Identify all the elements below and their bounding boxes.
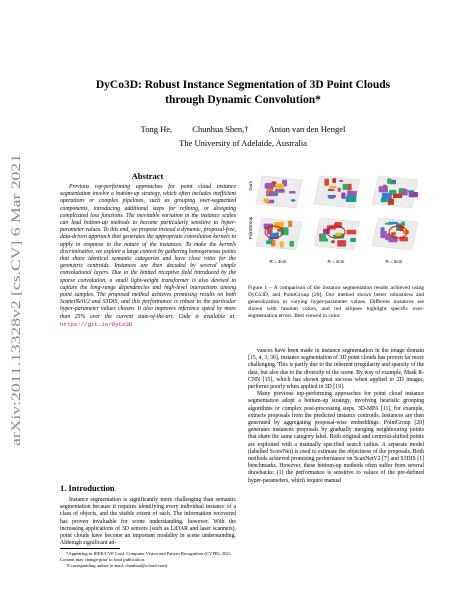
instance-blob xyxy=(336,233,341,237)
title-line-1: DyCo3D: Robust Instance Segmentation of 3D Point Clouds xyxy=(95,79,391,91)
scene-thumbnail xyxy=(314,218,360,250)
instance-blob xyxy=(274,193,278,195)
instance-blob xyxy=(337,240,346,247)
scene-thumbnail xyxy=(256,218,302,250)
abstract-heading: Abstract xyxy=(131,171,164,181)
code-link[interactable]: https://git.io/DyCo3D xyxy=(60,320,133,328)
instance-blob xyxy=(379,186,388,192)
instance-blob xyxy=(321,234,326,240)
title-line-2: through Dynamic Convolution* xyxy=(165,94,321,106)
instance-blob xyxy=(389,182,396,184)
arxiv-identifier xyxy=(4,150,26,450)
instance-blob xyxy=(288,221,292,227)
scene-grid xyxy=(256,176,418,250)
instance-blob xyxy=(382,193,392,199)
instance-blob xyxy=(338,188,341,192)
instance-blob xyxy=(280,241,284,247)
instance-blob xyxy=(409,192,418,197)
instance-blob xyxy=(343,184,349,190)
row-label-ours: Ours xyxy=(248,181,253,191)
instance-blob xyxy=(388,199,394,205)
footnotes xyxy=(60,551,236,569)
footnote-2: †Corresponding author (e-mail: chunhua@icloud.com). xyxy=(66,563,169,568)
scene-thumbnail xyxy=(372,176,418,208)
instance-blob xyxy=(289,191,296,194)
instance-blob xyxy=(266,240,272,244)
instance-blob xyxy=(347,191,357,196)
instance-blob xyxy=(402,189,408,196)
instance-blob xyxy=(291,199,295,201)
instance-blob xyxy=(401,222,405,227)
arxiv-id-text: arXiv:2011.13328v2 [cs.CV] 6 Mar 2021 xyxy=(9,238,23,446)
instance-blob xyxy=(403,230,409,234)
instance-blob xyxy=(264,198,270,202)
instance-blob xyxy=(329,186,336,188)
section-heading-introduction: 1. Introduction xyxy=(60,483,115,493)
instance-blob xyxy=(265,183,273,189)
instance-blob xyxy=(388,222,398,225)
figure-caption: Figure 1 – A comparison of the instance segmentation results achieved using DyCo3D, and PointGroup [20]. Our method shows better robustness and generalization to varying hyper-parameter values. Different instances are shown with random colors, and red ellipses highlight specific over-segmentation errors. Best viewed in color. xyxy=(248,285,424,319)
right-paragraph-2: Many previous top-performing approaches for point cloud instance segmentation adopt a bottom-up strategy, involving heuristic grouping algorithms or complex post-processing steps. 3D-MPA [11], for example, extracts proposals from the predicted instance centroids. Instances are then generated by aggregating proposal-wise embeddings. PointGroup [20] generates instances proposals by gradually merging neighbouring points that share the same category label. Both original and centroid-shifted points are exploited with a manually specified search radius. A separate model (labelled ScoreNet) is used to estimate the objectness of the proposals. Both methods achieved promising performance on ScanNetV2 [7] and S3DIS [1] benchmarks. However, these bottom-up methods often suffer from several drawbacks: (1) the performance is sensitive to values of the pre-defined hyper-parameters, which require manual xyxy=(248,391,424,484)
instance-blob xyxy=(348,184,352,191)
radius-label-3: R = 5cm xyxy=(385,259,403,264)
radius-label-2: R = 4cm xyxy=(327,259,345,264)
figure-1 xyxy=(248,166,424,266)
author-2: Chunhua Shen,† xyxy=(192,124,249,134)
instance-blob xyxy=(324,179,329,186)
instance-blob xyxy=(328,189,335,191)
scene-thumbnail xyxy=(256,176,302,208)
instance-blob xyxy=(268,229,272,233)
paper-title xyxy=(60,78,426,108)
radius-label-1: R = 3cm xyxy=(269,259,287,264)
scene-thumbnail xyxy=(314,176,360,208)
instance-blob xyxy=(329,195,335,198)
instance-blob xyxy=(350,238,356,242)
footnote-rule xyxy=(60,548,120,549)
abstract-body xyxy=(60,184,236,329)
right-paragraph-1: vances have been made in instance segmentation in the image domain [15, 4, 3, 36], instance segmentation of 3D point clouds has proven far more challenging. This is partly due to the inherent irregularity and sparsity of the data, but also due to the diversity of the scene. By way of example, Mask R-CNN [15], which has shown great success when applied to 2D images, performs poorly when applied in 3D [19]. xyxy=(248,348,424,391)
right-column-body xyxy=(248,348,424,485)
footnote-1: *Appearing in IEEE/CVF Conf. Computer Vision and Pattern Recognition (CVPR), 2021. Content may change prior to final publication. xyxy=(60,551,233,562)
introduction-paragraph: Instance segmentation is significantly more challenging than semantic segmentation because it requires identifying every individual instance of a class of objects, and the visible extent of each. The information recovered has proven invaluable for scene understanding, however. With the increasing applications of 3D sensors (such as LiDAR and laser scanners), point clouds have become an important modality in scene understanding. Although significant ad- xyxy=(60,497,236,547)
row-label-pointgroup: PointGroup xyxy=(248,216,253,240)
affiliation: The University of Adelaide, Australia xyxy=(179,138,307,148)
instance-blob xyxy=(332,178,336,183)
instance-blob xyxy=(346,197,349,202)
scene-thumbnail xyxy=(372,218,418,250)
instance-blob xyxy=(341,193,345,199)
instance-blob xyxy=(380,231,386,238)
author-list xyxy=(60,123,426,135)
instance-blob xyxy=(289,241,294,247)
instance-blob xyxy=(347,230,357,235)
abstract-text: Previous top-performing approaches for point cloud instance segmentation involve a bottom-up strategy, which often includes inefficient operations or complex pipelines, such as grouping over-segmented components, introducing additional steps for refining, or designing complicated loss functions. The inevitable variation in the instance scales can lead bottom-up methods to become particularly sensitive to hyper-parameter values. To this end, we propose instead a dynamic, proposal-free, data-driven approach that generates the appropriate convolution kernels to apply in response to the nature of the instances. To make the kernels discriminative, we explore a large context by gathering homogeneous points that share identical semantic categories and have close votes for the geometric centroids. Instances are then decoded by several simple convolutional layers. Due to the limited receptive field introduced by the sparse convolution, a small light-weight transformer is also devised to capture the long-range dependencies and high-level interactions among point samples. The proposed method achieves promising results on both ScanetNetV2 and S3DIS, and this performance is robust to the particular hyper-parameter values chosen. It also improves inference speed by more than 25% over the current state-of-the-art. Code is available at: xyxy=(60,184,236,320)
instance-blob xyxy=(331,240,335,243)
author-3: Anton van den Hengel xyxy=(268,124,346,134)
instance-blob xyxy=(381,227,385,231)
introduction-body xyxy=(60,497,236,547)
instance-blob xyxy=(408,190,414,193)
author-1: Tong He, xyxy=(140,124,173,134)
instance-blob xyxy=(339,180,343,182)
instance-blob xyxy=(275,189,285,193)
instance-blob xyxy=(275,184,284,189)
instance-blob xyxy=(393,194,402,199)
